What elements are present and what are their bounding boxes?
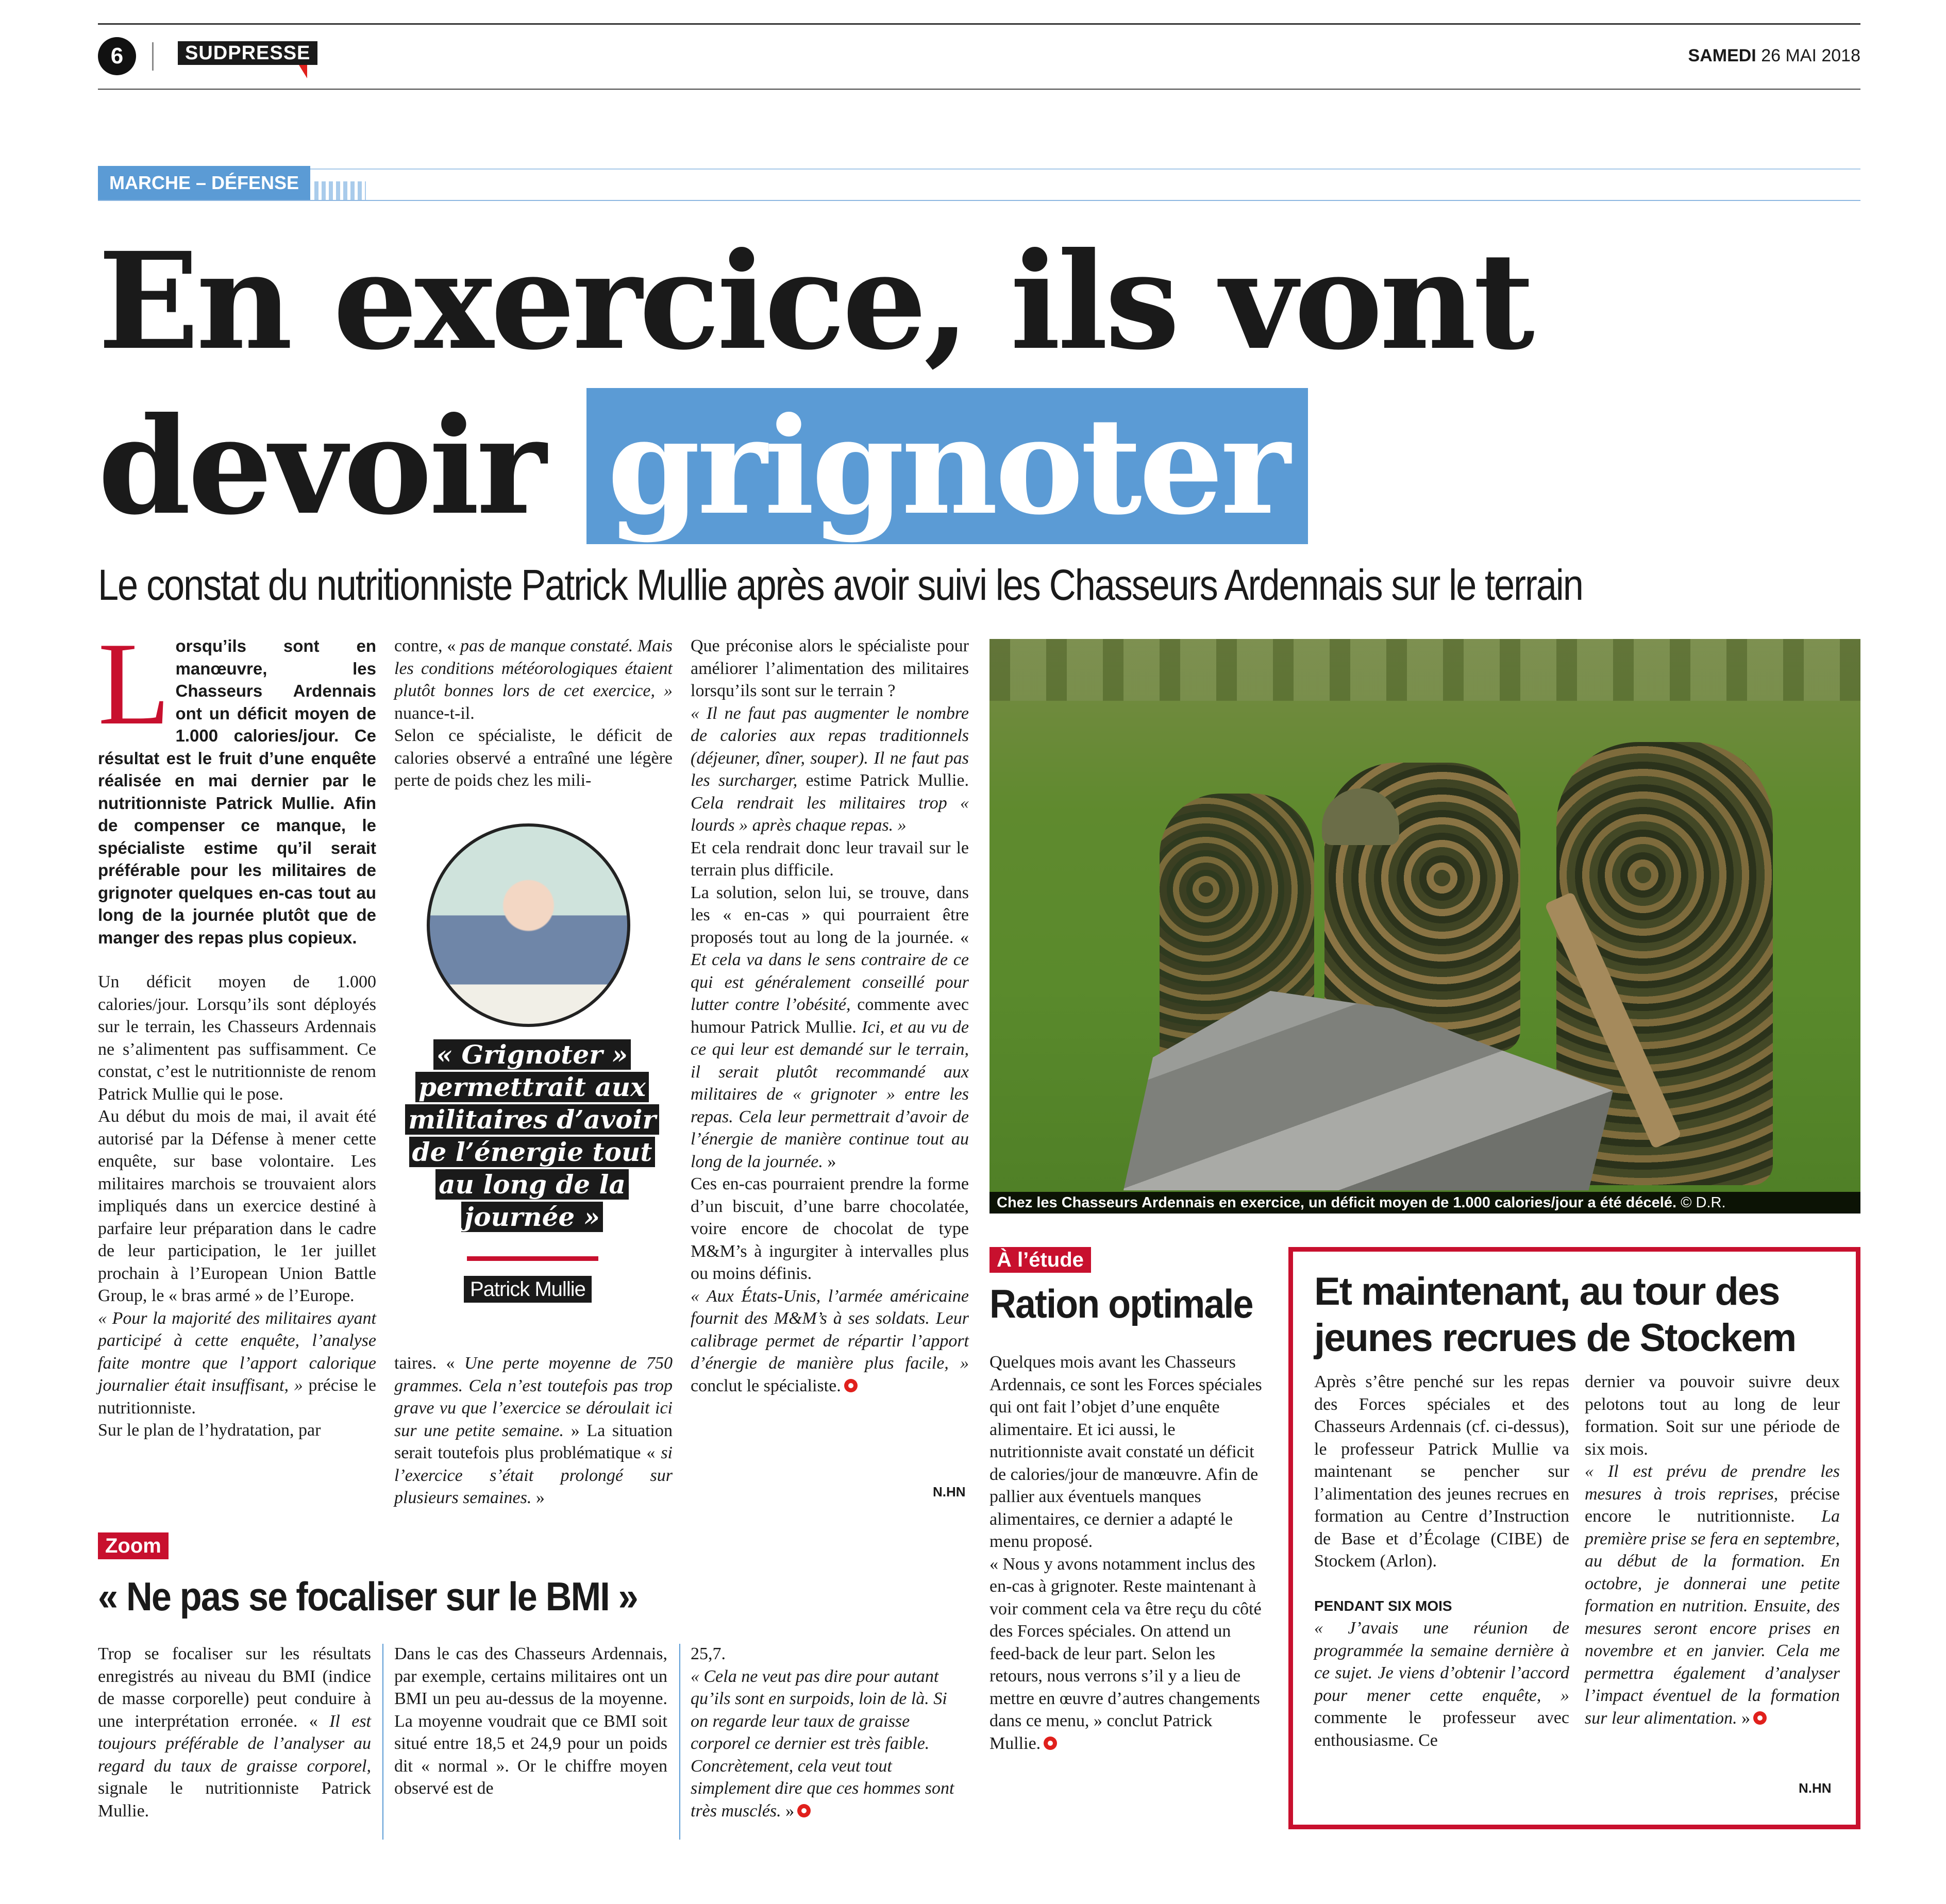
photo-caption-text: Chez les Chasseurs Ardennais en exercice, un déficit moyen de 1.000 calories/jour a été décelé. [997, 1194, 1677, 1211]
top-rule [98, 23, 1860, 25]
etude-tag: À l’étude [989, 1247, 1091, 1273]
pull-quote: « Grignoter » permettrait aux militaires d’avoir de l’énergie tout au long de la journée » [405, 1038, 660, 1233]
end-mark-icon [844, 1379, 858, 1392]
headline-line-2 [98, 388, 1308, 544]
article-paragraph: Selon ce spécialiste, le déficit de calories observé a entraîné une légère perte de poids chez les mili- [394, 726, 673, 790]
photo-credit: © D.R. [1681, 1194, 1726, 1211]
article-paragraph: Sur le plan de l’hydratation, par [98, 1421, 321, 1440]
article-paragraph: dernier va pouvoir suivre deux pelotons tout au long de leur formation. Soit sur une période de six mois. [1585, 1372, 1840, 1459]
drop-cap: L [98, 618, 171, 749]
section-label: MARCHE – DÉFENSE [98, 166, 310, 200]
section-label-pattern [314, 181, 366, 200]
header-date-value: 26 MAI 2018 [1761, 46, 1860, 65]
main-signature: N.HN [933, 1484, 966, 1499]
end-mark-icon [797, 1804, 811, 1817]
article-paragraph: La solution, selon lui, se trouve, dans les « en-cas » qui pourraient être proposés tout au long de la journée. « Et cela va dans le sens contraire de ce qui est généralement conseillé pour lutter contre l’obésité, commente avec humour Patrick Mullie. Ici, et au vu de ce qui leur est demandé sur le terrain, il serait plutôt recommandé aux militaires de « grignoter » entre les repas. Cela leur permettrait d’avoir de l’énergie de manière continue tout au long de la journée. » [691, 883, 969, 1171]
header-bottom-rule [98, 89, 1860, 90]
stockem-subhead: PENDANT SIX MOIS [1314, 1597, 1452, 1614]
section-label-bar [98, 169, 1860, 170]
zoom-tag: Zoom [98, 1532, 169, 1559]
article-paragraph: taires. « Une perte moyenne de 750 grammes. Cela n’est toutefois pas trop grave vu que l’exercice se déroulait ici sur une petite semaine. » La situation serait toutefois plus problématique « si l’exercice s’était prolongé sur plusieurs semaines. » [394, 1354, 673, 1507]
article-paragraph: Et cela rendrait donc leur travail sur le terrain plus difficile. [691, 838, 969, 880]
section-rule [98, 200, 1860, 201]
end-mark-icon [1044, 1737, 1057, 1750]
article-paragraph: « Pour la majorité des militaires ayant participé à cette enquête, l’analyse faite montre que l’apport calorique journalier était insuffisant, » précise le nutritionniste. [98, 1308, 376, 1418]
portrait [427, 823, 630, 1027]
zoom-column-3 [691, 1643, 964, 1822]
article-paragraph: Que préconise alors le spécialiste pour améliorer l’alimentation des militaires lorsqu’ils sont sur le terrain ? [691, 636, 969, 700]
headline-word-devoir: devoir [98, 388, 544, 544]
article-paragraph: Après s’être penché sur les repas des Forces spéciales et des Chasseurs Ardennais (cf. ci-dessus), le professeur Patrick Mullie va maintenant se pencher sur l’alimentation des jeunes recrues en formation au Centre d’Instruction de Base et d’Écolage (CIBE) de Stockem (Arlon). [1314, 1372, 1569, 1571]
photo-trees [989, 639, 1860, 701]
etude-title: Ration optimale [989, 1281, 1253, 1326]
headline-line-1: En exercice, ils vont [98, 223, 1532, 379]
zoom-divider-1 [382, 1644, 383, 1840]
page-number: 6 [98, 37, 136, 75]
article-paragraph: « Cela ne veut pas dire pour autant qu’ils sont en surpoids, loin de là. Si on regarde leur taux de graisse corporel ce dernier est très faible. Concrètement, cela veut tout simplement dire que ces hommes sont très musclés. » [691, 1666, 954, 1821]
headline-highlight: grignoter [586, 388, 1308, 544]
header-divider [152, 42, 154, 71]
article-paragraph: Trop se focaliser sur les résultats enregistrés au niveau du BMI (indice de masse corporelle) peut conduire à une interprétation erronée. « Il est toujours préférable de l’analyser au regard du taux de graisse corporel, signale le nutritionniste Patrick Mullie. [98, 1644, 371, 1821]
article-paragraph: « Nous y avons notamment inclus des en-cas à grignoter. Reste maintenant à voir comment cela va être reçu du côté des Forces spéciales. On attend un feed-back de leur part. Selon les retours, nous verrons s’il y a lieu de mettre en œuvre d’autres changements dans ce menu, » conclut Patrick Mullie. [989, 1554, 1262, 1753]
article-paragraph: « Aux États-Unis, l’armée américaine fournit des M&M’s à ses soldats. Leur calibrage permet de répartir l’apport d’énergie de manière plus facile, » conclut le spécialiste. [691, 1286, 969, 1395]
quote-author: Patrick Mullie [464, 1276, 592, 1303]
stockem-column-2 [1585, 1371, 1840, 1729]
article-paragraph: Quelques mois avant les Chasseurs Ardennais, ce sont les Forces spéciales qui ont fait l’objet d’une enquête alimentaire. Et ici aussi, le nutritionniste avait constaté un déficit de calories/jour de manœuvre. Afin de pallier aux éventuels manques alimentaires, ce dernier a adapté le menu proposé. [989, 1353, 1262, 1551]
zoom-title: « Ne pas se focaliser sur le BMI » [98, 1574, 638, 1619]
article-paragraph: « J’avais une réunion de programmée la semaine dernière à ce sujet. Je viens d’obtenir l’accord pour mener cette enquête, » commente le professeur avec enthousiasme. Ce [1314, 1619, 1569, 1750]
article-column-3 [691, 635, 969, 1397]
article-paragraph: « Il ne faut pas augmenter le nombre de calories aux repas traditionnels (déjeuner, dîner, souper). Il ne faut pas les surcharger, estime Patrick Mullie. Cela rendrait les militaires trop « lourds » après chaque repas. » [691, 703, 969, 835]
zoom-divider-2 [679, 1644, 680, 1840]
header-day: SAMEDI [1688, 46, 1756, 65]
article-column-1 [98, 618, 376, 1508]
quote-rule [467, 1256, 598, 1261]
subtitle: Le constat du nutritionniste Patrick Mullie après avoir suivi les Chasseurs Ardennais sur le terrain [98, 561, 1583, 609]
zoom-column-2 [394, 1643, 667, 1800]
stockem-column-1 [1314, 1371, 1569, 1751]
article-paragraph: Un déficit moyen de 1.000 calories/jour. Lorsqu’ils sont déployés sur le terrain, les Chasseurs Ardennais ne s’alimentent pas suffisamment. Ce constat, c’est le nutritionniste de renom Patrick Mullie qui le pose. [98, 972, 376, 1104]
article-paragraph: Dans le cas des Chasseurs Ardennais, par exemple, certains militaires ont un BMI un peu au-dessus de la moyenne. La moyenne voudrait que ce BMI soit situé entre 18,5 et 24,9 pour un poids dit « normal ». Or le chiffre moyen observé est de [394, 1644, 667, 1798]
header-date [1688, 45, 1860, 66]
end-mark-icon [1753, 1711, 1767, 1725]
etude-body [989, 1351, 1263, 1755]
photo-caption [989, 1192, 1860, 1214]
article-column-2-bottom [394, 1352, 673, 1509]
article-paragraph: Au début du mois de mai, il avait été autorisé par la Défense à mener cette enquête, sur base volontaire. Les militaires marchois se trouvaient alors impliqués dans un exercice destiné à parfaire leur préparation dans le cadre de leur participation, le 1er juillet prochain à l’European Union Battle Group, le « bras armé » de l’Europe. [98, 1107, 376, 1305]
article-paragraph: « Il est prévu de prendre les mesures à trois reprises, précise encore le nutritionniste. La première prise se fera en septembre, au début de la formation. En octobre, je donnerai une petite formation en nutrition. Ensuite, des mesures seront encore prises en novembre et en janvier. Cela me permettra également d’analyser l’impact éventuel de la formation sur leur alimentation. » [1585, 1462, 1840, 1728]
photo [989, 639, 1860, 1214]
zoom-column-1 [98, 1643, 371, 1822]
article-paragraph: Ces en-cas pourraient prendre la forme d’un biscuit, d’une barre chocolatée, voire encore de chocolat de type M&M’s à ingurgiter à intervalles plus ou moins définis. [691, 1174, 969, 1283]
stockem-title: Et maintenant, au tour des jeunes recrues de Stockem [1314, 1270, 1796, 1360]
brand-logo-tick [299, 65, 307, 78]
article-column-2-top [394, 635, 673, 792]
article-lead: orsqu’ils sont en manœuvre, les Chasseurs Ardennais ont un déficit moyen de 1.000 calories/jour. Ce résultat est le fruit d’une enquête réalisée en mai dernier par le nutritionniste Patrick Mullie. Afin de compenser ce manque, le spécialiste estime qu’il serait préférable pour les militaires de grignoter quelques en-cas tout au long de la journée plutôt que de manger des repas plus copieux. [98, 636, 376, 947]
brand-logo: SUDPRESSE [178, 41, 317, 65]
stockem-signature: N.HN [1799, 1780, 1832, 1796]
article-paragraph: contre, « pas de manque constaté. Mais les conditions météorologiques étaient plutôt bonnes lors de cet exercice, » nuance-t-il. [394, 636, 673, 723]
article-paragraph: 25,7. [691, 1644, 726, 1663]
